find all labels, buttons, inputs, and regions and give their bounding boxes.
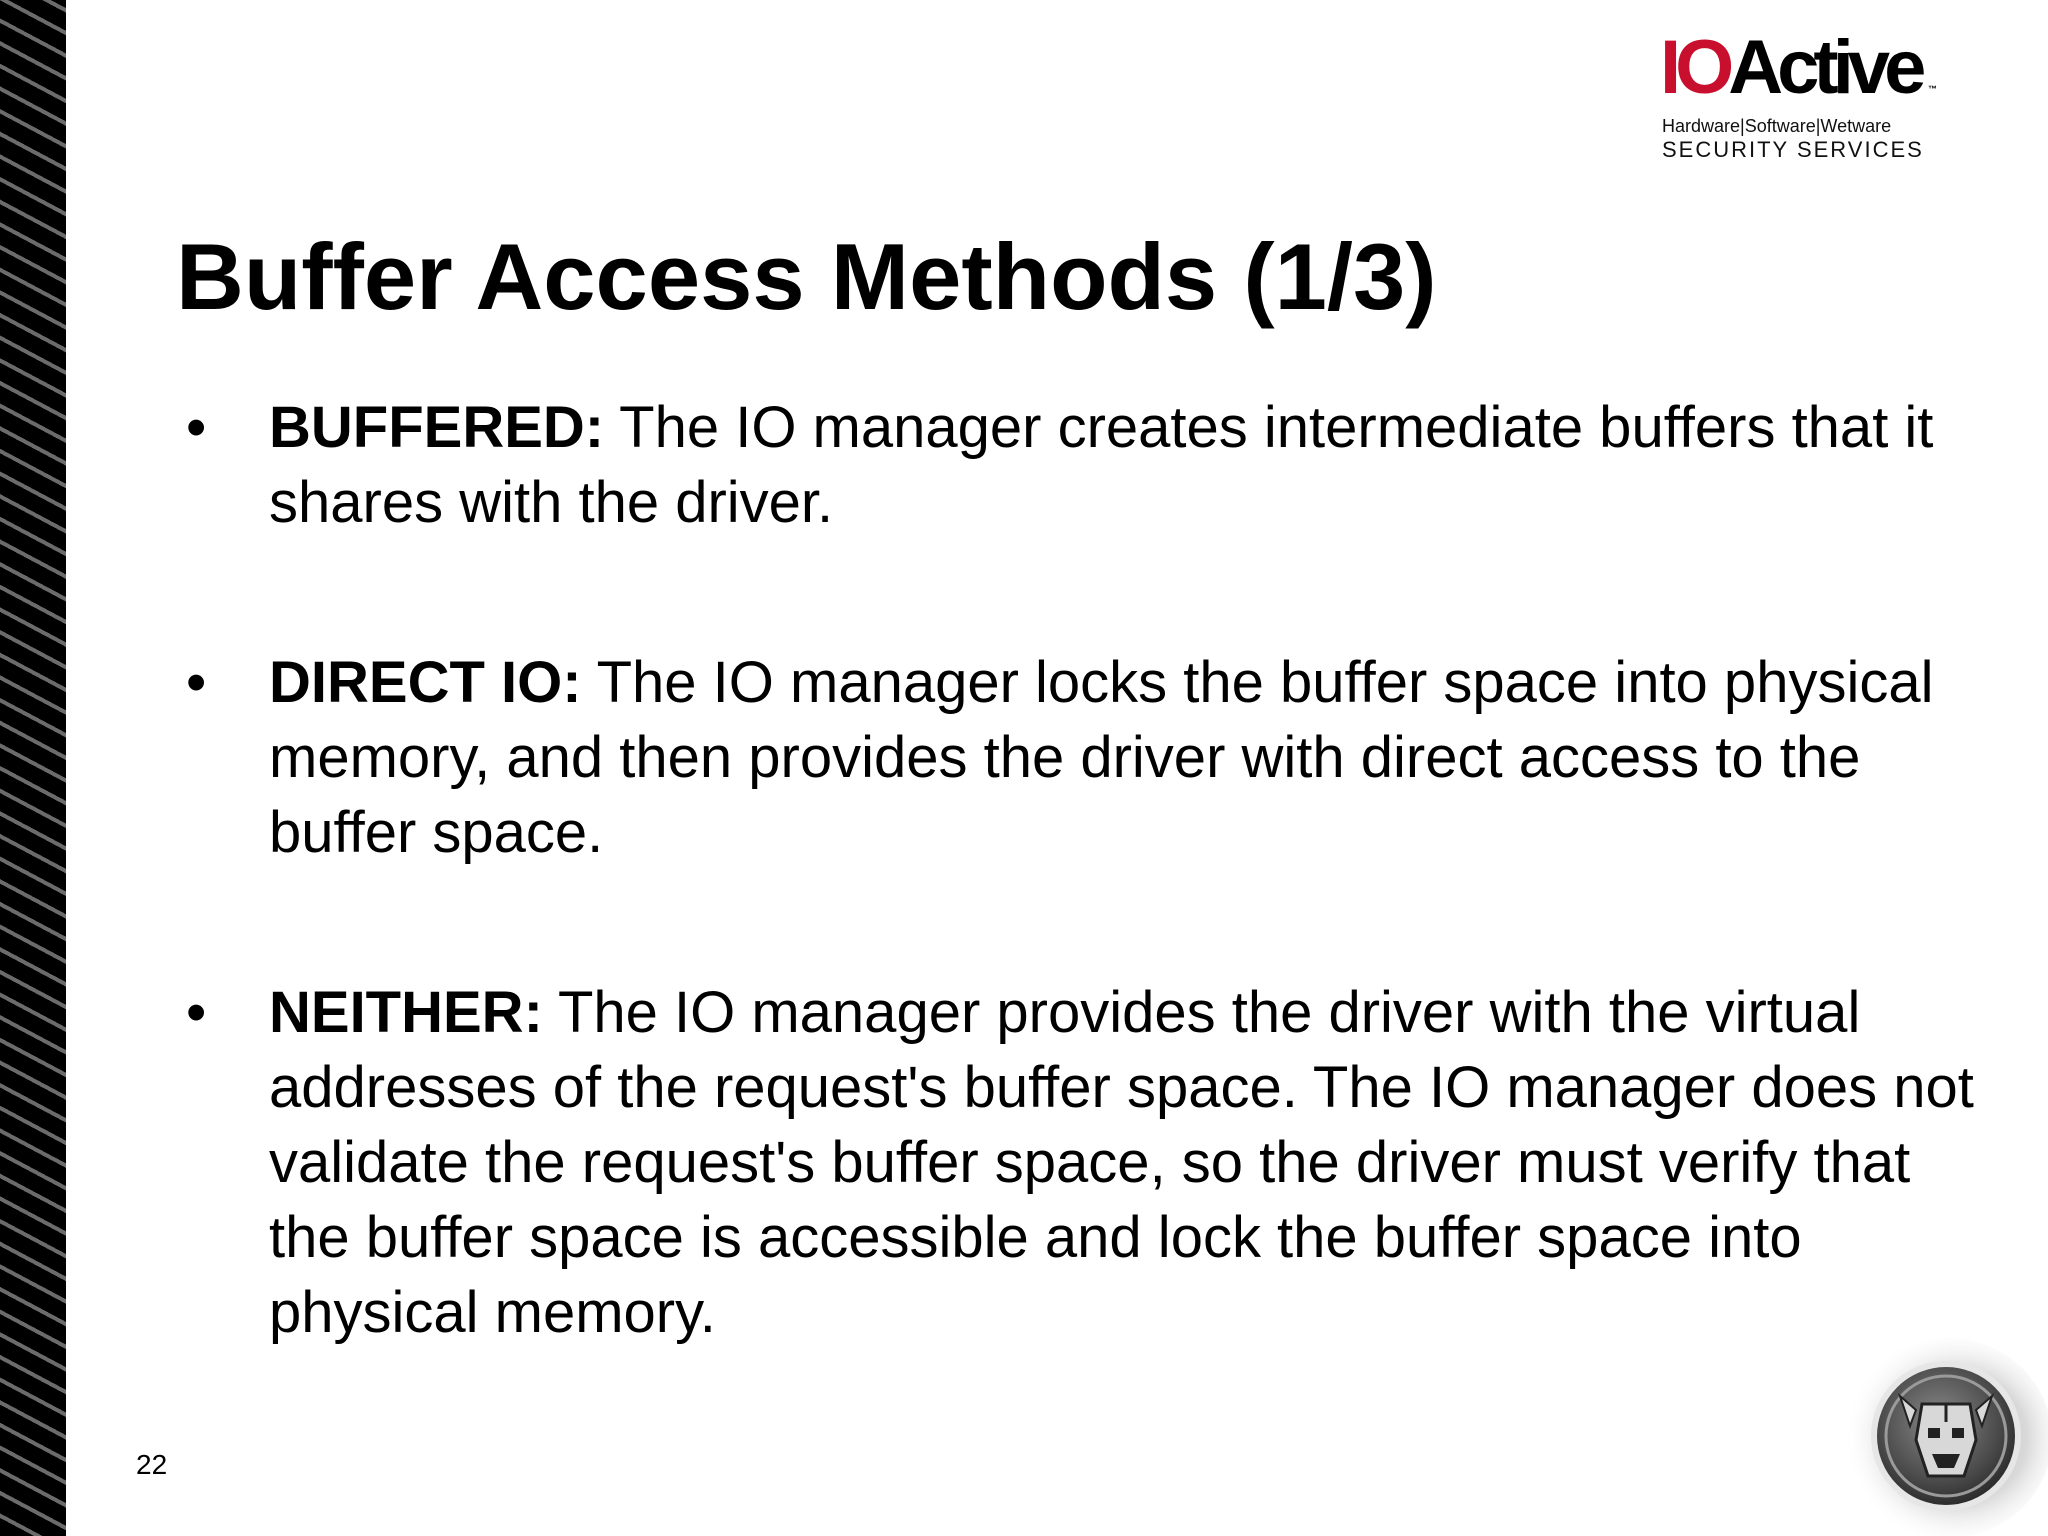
logo-wordmark-active: Active (1728, 25, 1921, 110)
bullet-term: NEITHER: (269, 980, 543, 1045)
bullet-dot: • (186, 650, 207, 715)
bullet-text: The IO manager locks the buffer space into physical memory, and then provides the driver with direct access to the buffer space. (269, 650, 1934, 865)
bullet-item-buffered (186, 390, 1976, 540)
logo-wordmark (1660, 25, 1921, 110)
bullet-dot: • (186, 980, 207, 1045)
logo-services-text: SECURITY SERVICES (1662, 137, 1924, 162)
bullet-text: The IO manager provides the driver with the virtual addresses of the request's buffer space. The IO manager does not validate the request's buffer space, so the driver must verify that the buffer space is accessible and lock the buffer space into physical memory. (269, 980, 1974, 1345)
logo-wordmark-io: IO (1660, 25, 1729, 110)
bullet-text: The IO manager creates intermediate buffers that it shares with the driver. (269, 395, 1934, 535)
bullet-dot: • (186, 395, 207, 460)
bullet-list (186, 390, 1976, 1455)
robot-emblem-icon (1836, 1330, 2048, 1536)
logo-tagline: Hardware|Software|Wetware (1662, 116, 1892, 136)
bullet-item-neither (186, 975, 1976, 1350)
bullet-term: BUFFERED: (269, 395, 605, 460)
bullet-term: DIRECT IO: (269, 650, 582, 715)
page-number: 22 (136, 1449, 168, 1480)
slide-title: Buffer Access Methods (1/3) (176, 224, 1437, 329)
decorative-stripe-bar (0, 0, 66, 1536)
bullet-item-direct-io (186, 645, 1976, 870)
ioactive-logo (1660, 25, 1940, 162)
logo-trademark: ™ (1928, 84, 1937, 94)
